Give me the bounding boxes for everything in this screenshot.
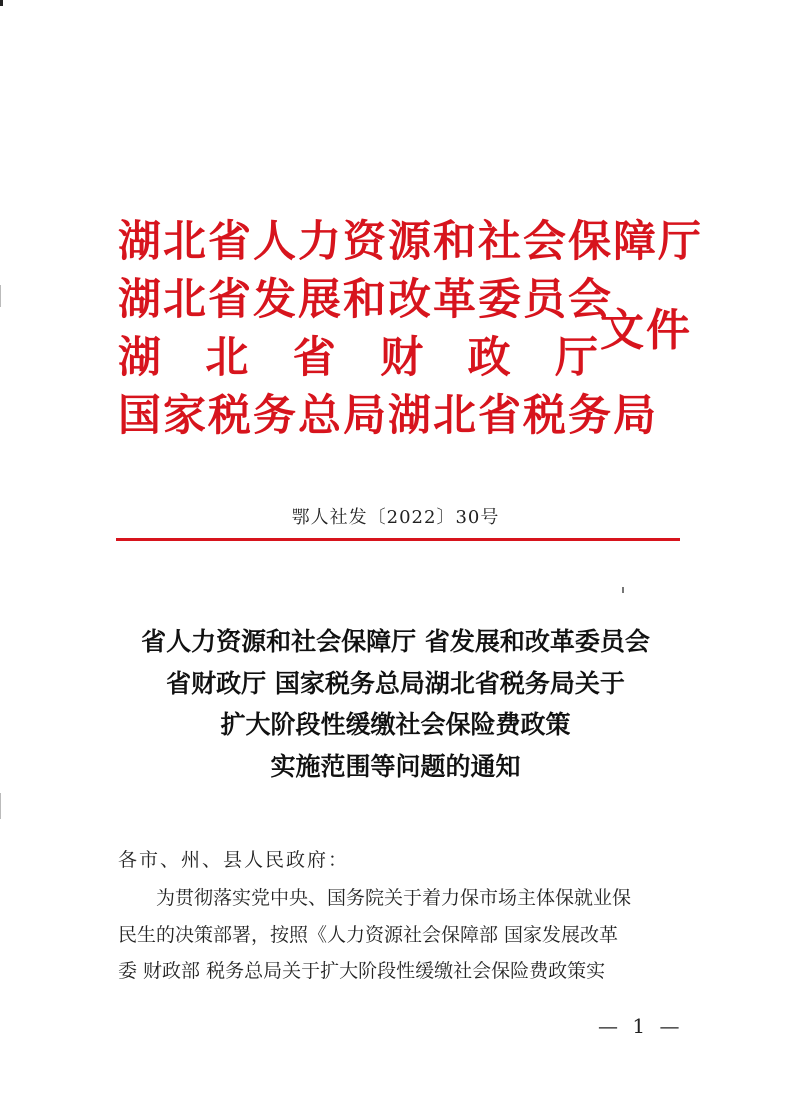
- paragraph-line: 委 财政部 税务总局关于扩大阶段性缓缴社会保险费政策实: [118, 960, 606, 982]
- org-name-char: 厅: [554, 333, 598, 383]
- org-name: 湖北省人力资源和社会保障厅: [118, 217, 703, 267]
- document-type-label: 文件: [600, 305, 692, 356]
- page-number: — 1 —: [598, 1014, 684, 1038]
- paragraph-line: 为贯彻落实党中央、国务院关于着力保市场主体保就业保: [156, 887, 632, 909]
- title-line: 扩大阶段性缓缴社会保险费政策: [220, 710, 571, 739]
- org-name: [118, 329, 598, 387]
- org-name: 湖北省发展和改革委员会: [118, 275, 613, 325]
- org-name-char: 湖: [118, 333, 161, 383]
- title-line: 省人力资源和社会保障厅 省发展和改革委员会: [141, 627, 650, 656]
- title-line: 实施范围等问题的通知: [270, 751, 521, 781]
- red-divider-line: [116, 538, 680, 541]
- title-line: 省财政厅 国家税务总局湖北省税务局关于: [166, 668, 625, 698]
- org-name-char: 省: [292, 333, 336, 383]
- body-paragraph: [118, 880, 678, 990]
- document-title: [0, 621, 791, 787]
- scan-mark: [0, 793, 1, 819]
- org-name-char: 政: [467, 333, 511, 383]
- org-name-char: 财: [380, 333, 424, 383]
- scan-speck: [622, 587, 624, 593]
- org-name: 国家税务总局湖北省税务局: [118, 391, 658, 441]
- salutation: 各市、州、县人民政府：: [118, 849, 350, 871]
- scan-mark: [0, 285, 1, 307]
- org-name-char: 北: [205, 333, 249, 383]
- scan-mark: [0, 0, 3, 6]
- paragraph-line: 民生的决策部署，按照《人力资源社会保障部 国家发展改革: [118, 923, 619, 946]
- document-number: 鄂人社发〔2022〕30号: [291, 507, 500, 528]
